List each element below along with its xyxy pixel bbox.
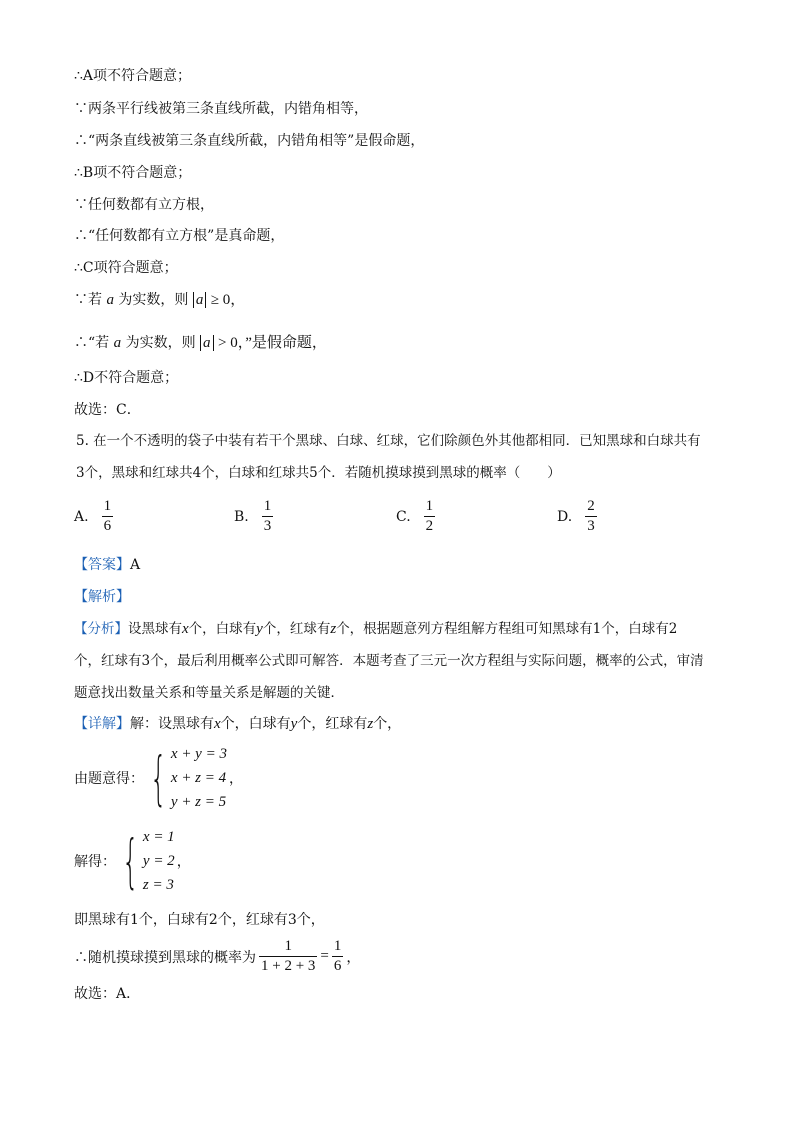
math-variable: y <box>290 716 298 732</box>
option-a <box>74 498 116 535</box>
analysis-line: 个，红球有3个，最后利用概率公式即可解答．本题考查了三元一次方程组与实际问题，概率的公式，审清 <box>74 653 704 669</box>
equation-list <box>171 742 227 814</box>
text-line: ∴C项符合题意； <box>74 260 178 276</box>
text-line: ∴D不符合题意； <box>74 370 179 386</box>
option-label: B. <box>234 508 249 525</box>
xiangjie-tag: 【详解】 <box>74 716 130 732</box>
text-fragment: 设黑球有 <box>128 621 182 637</box>
text-fragment: ， <box>346 949 361 966</box>
question-text: 3个，黑球和红球共4个，白球和红球共5个．若随机摸球摸到黑球的概率（ ） <box>76 465 561 481</box>
analysis-line <box>74 619 677 639</box>
numerator: 1 <box>263 498 272 514</box>
text-fragment: 解：设黑球有 <box>130 716 214 732</box>
equation: x = 1 <box>142 829 175 845</box>
absolute-value: a <box>193 292 207 308</box>
text-fragment: 个，白球有 <box>188 621 257 637</box>
text-fragment: ， <box>228 771 243 787</box>
text-fragment: ∴随机摸球摸到黑球的概率为 <box>74 949 256 966</box>
denominator: 3 <box>263 518 272 534</box>
text-line: ∴A项不符合题意； <box>74 68 192 84</box>
text-line: ∴“两条直线被第三条直线所截，内错角相等”是假命题， <box>74 133 425 149</box>
text-fragment: 个，红球有 <box>262 621 331 637</box>
fraction <box>262 498 274 535</box>
absolute-value: a <box>200 335 214 351</box>
text-fragment: ， <box>176 854 191 870</box>
text-line: ∴B项不符合题意； <box>74 165 192 181</box>
text-fragment: ∵若 <box>74 292 102 308</box>
option-c <box>396 498 438 535</box>
math-variable: a <box>113 335 122 351</box>
denominator: 1 + 2 + 3 <box>261 958 316 974</box>
text-line: 即黑球有1个，白球有2个，红球有3个， <box>74 912 325 928</box>
equation: y = 2 <box>142 853 175 869</box>
option-label: A. <box>74 508 89 525</box>
answer-tag: 【答案】 <box>74 557 130 573</box>
fraction <box>585 498 597 535</box>
text-line: ∵任何数都有立方根， <box>74 197 214 213</box>
text-line: ∴“任何数都有立方根”是真命题， <box>74 228 285 244</box>
option-d <box>557 498 600 535</box>
numerator: 1 <box>333 938 342 954</box>
math-variable: z <box>330 621 337 637</box>
answer-line <box>74 555 140 575</box>
text-fragment: 个，白球有 <box>220 716 291 732</box>
math-variable: z <box>367 716 374 732</box>
denominator: 2 <box>425 518 434 534</box>
text-fragment: 为实数，则 <box>118 292 189 308</box>
math-variable: x <box>214 716 221 732</box>
text-line: 故选：A． <box>74 986 141 1002</box>
text-fragment: ∴“若 <box>74 335 110 351</box>
text-line: 故选：C． <box>74 402 141 418</box>
text-line <box>74 290 245 310</box>
option-label: D. <box>557 508 573 525</box>
denominator: 3 <box>587 518 595 534</box>
numerator: 2 <box>587 498 595 514</box>
question-text: 5. 在一个不透明的袋子中装有若干个黑球、白球、红球，它们除颜色外其他都相同．已知黑球和白球共有 <box>76 433 701 449</box>
fraction <box>102 498 114 535</box>
system-label: 由题意得： <box>74 771 144 787</box>
denominator: 6 <box>103 518 112 534</box>
equals-sign: = <box>320 948 329 964</box>
option-b <box>234 498 276 535</box>
text-fragment: 个，根据题意列方程组解方程组可知黑球有1个，白球有2 <box>336 621 678 637</box>
math-variable: a <box>106 292 114 308</box>
brace-icon: { <box>150 744 167 812</box>
answer-value: A <box>130 557 141 573</box>
fraction <box>259 938 317 975</box>
solution-system <box>74 825 191 897</box>
system-label: 解得： <box>74 854 116 870</box>
probability-line <box>74 938 360 975</box>
equation-list <box>143 825 175 897</box>
text-fragment: 个，红球有 <box>297 716 368 732</box>
brace-icon: { <box>122 827 139 895</box>
numerator: 1 <box>103 498 112 514</box>
numerator: 1 <box>284 938 292 954</box>
equation-system <box>74 742 243 814</box>
numerator: 1 <box>425 498 434 514</box>
detail-line <box>74 714 401 734</box>
math-variable: x <box>182 621 189 637</box>
equation: z = 3 <box>142 877 174 893</box>
equation: x + z = 4 <box>170 770 227 786</box>
text-line: ∵两条平行线被第三条直线所截，内错角相等， <box>74 101 368 117</box>
text-fragment: 为实数，则 <box>125 335 196 351</box>
equation: y + z = 5 <box>170 794 227 810</box>
math-variable: y <box>256 621 263 637</box>
fenxi-tag: 【分析】 <box>74 621 128 637</box>
equation: x + y = 3 <box>170 746 227 762</box>
fraction <box>424 498 436 535</box>
option-label: C. <box>396 508 411 525</box>
analysis-line: 题意找出数量关系和等量关系是解题的关键． <box>74 685 344 701</box>
text-fragment: 个， <box>373 716 402 732</box>
text-fragment: > 0，”是假命题， <box>217 335 327 351</box>
text-line <box>74 333 327 353</box>
analysis-tag: 【解析】 <box>74 589 130 605</box>
fraction <box>332 938 344 975</box>
text-fragment: ≥ 0， <box>210 292 246 308</box>
denominator: 6 <box>333 958 342 974</box>
